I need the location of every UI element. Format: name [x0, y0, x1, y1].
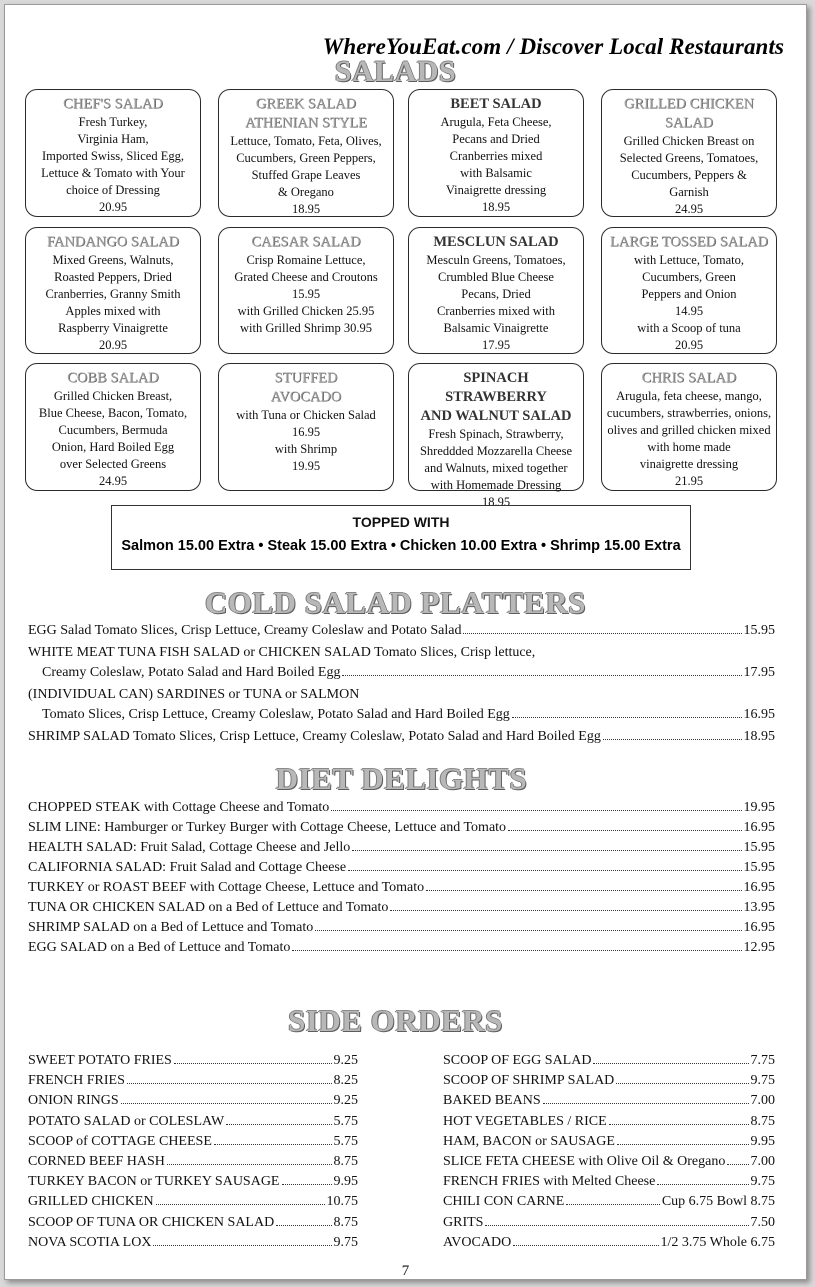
menu-item	[28, 727, 775, 747]
item-price: 16.95	[743, 820, 775, 835]
salad-description: Crisp Romaine Lettuce, Grated Cheese and Croutons 15.95 with Grilled Chicken 25.95 with Grilled Shrimp 30.95	[234, 253, 378, 335]
dot-leader	[156, 1193, 325, 1205]
item-price: 7.00	[750, 1154, 775, 1170]
dot-leader	[121, 1092, 332, 1104]
platter-entry	[28, 621, 775, 641]
item-name: FRENCH FRIES	[28, 1073, 125, 1089]
dot-leader	[315, 919, 741, 931]
dot-leader	[727, 1153, 748, 1165]
salad-description: with Tuna or Chicken Salad 16.95 with Shrimp	[236, 408, 376, 456]
menu-page	[4, 4, 807, 1280]
menu-item	[28, 898, 775, 918]
cold-platters-heading: COLD SALAD PLATTERS	[204, 585, 586, 620]
menu-item	[28, 938, 775, 958]
dot-leader	[390, 899, 741, 911]
menu-item	[28, 1213, 358, 1233]
menu-item	[443, 1233, 775, 1253]
dot-leader	[426, 879, 741, 891]
item-price: 19.95	[743, 800, 775, 815]
salad-price: 24.95	[98, 474, 128, 488]
item-price: 7.50	[750, 1214, 775, 1230]
salad-description: Fresh Turkey, Virginia Ham, Imported Swiss, Sliced Egg, Lettuce & Tomato with Your choice of Dressing	[41, 115, 185, 197]
menu-item	[443, 1071, 775, 1091]
salad-description: Fresh Spinach, Strawberry, Shreddded Mozzarella Cheese and Walnuts, mixed together with Homemade Dressing	[419, 427, 573, 492]
dot-leader	[276, 1214, 331, 1226]
site-banner: WhereYouEat.com / Discover Local Restaurants	[322, 34, 784, 59]
item-price: 9.95	[333, 1174, 358, 1190]
salad-description: Grilled Chicken Breast, Blue Cheese, Bacon, Tomato, Cucumbers, Bermuda Onion, Hard Boiled Egg over Selected Greens	[38, 389, 188, 471]
item-price: 8.75	[333, 1154, 358, 1170]
item-name: SHRIMP SALAD on a Bed of Lettuce and Tomato	[28, 920, 314, 935]
item-name: Tomato Slices, Crisp Lettuce, Creamy Coleslaw, Potato Salad and Hard Boiled Egg	[42, 707, 510, 722]
salad-box	[601, 89, 777, 217]
item-name: POTATO SALAD or COLESLAW	[28, 1113, 225, 1129]
item-price: 13.95	[743, 900, 775, 915]
item-name: SCOOP of COTTAGE CHEESE	[28, 1133, 212, 1149]
item-price: 10.75	[326, 1194, 358, 1210]
item-name: ONION RINGS	[28, 1093, 119, 1109]
salad-price: 20.95	[98, 338, 128, 352]
dot-leader	[174, 1052, 332, 1064]
dot-leader	[508, 819, 741, 831]
salad-price: 20.95	[98, 200, 128, 214]
salad-description: Arugula, Feta Cheese, Pecans and Dried Cranberries mixed with Balsamic Vinaigrette dressing	[440, 115, 552, 197]
dot-leader	[342, 664, 741, 676]
topped-with-title: TOPPED WITH	[352, 514, 450, 530]
dot-leader	[485, 1214, 748, 1226]
menu-item	[443, 1051, 775, 1071]
item-name: HAM, BACON or SAUSAGE	[443, 1133, 615, 1149]
salad-box	[218, 227, 394, 354]
salad-box	[601, 227, 777, 354]
menu-item	[28, 918, 775, 938]
menu-item	[443, 1112, 775, 1132]
salad-box	[218, 89, 394, 217]
platter-entry	[28, 643, 775, 683]
salad-description: Mixed Greens, Walnuts, Roasted Peppers, Dried Cranberries, Granny Smith Apples mixed with Raspberry Vinaigrette	[45, 253, 181, 335]
salad-name: FANDANGO SALAD	[46, 234, 180, 250]
dot-leader	[603, 728, 742, 740]
item-price: 15.95	[743, 623, 775, 638]
platter-heading: WHITE MEAT TUNA FISH SALAD or CHICKEN SALAD Tomato Slices, Crisp lettuce,	[28, 645, 536, 660]
item-price: 9.75	[750, 1073, 775, 1089]
item-price: 16.95	[743, 707, 775, 722]
item-name: TURKEY BACON or TURKEY SAUSAGE	[28, 1174, 280, 1190]
item-price: 12.95	[743, 940, 775, 955]
menu-item	[443, 1172, 775, 1192]
item-name: SLICE FETA CHEESE with Olive Oil & Oregano	[443, 1154, 726, 1170]
dot-leader	[352, 839, 741, 851]
salad-name: GRILLED CHICKEN SALAD	[623, 96, 755, 131]
salad-description: Grilled Chicken Breast on Selected Greens, Tomatoes, Cucumbers, Peppers & Garnish	[619, 134, 759, 199]
dot-leader	[127, 1072, 332, 1084]
salad-name: CAESAR SALAD	[251, 234, 361, 250]
item-price: 7.00	[750, 1093, 775, 1109]
menu-item	[28, 878, 775, 898]
item-name: BAKED BEANS	[443, 1093, 541, 1109]
salad-name: MESCLUN SALAD	[433, 234, 559, 250]
item-name: CALIFORNIA SALAD: Fruit Salad and Cottage Cheese	[28, 860, 347, 875]
menu-item	[443, 1132, 775, 1152]
item-name: TUNA OR CHICKEN SALAD on a Bed of Lettuce and Tomato	[28, 900, 389, 915]
diet-delights-list	[28, 798, 775, 958]
item-name: SCOOP OF SHRIMP SALAD	[443, 1073, 615, 1089]
item-name: HEALTH SALAD: Fruit Salad, Cottage Cheese and Jello	[28, 840, 351, 855]
item-name: HOT VEGETABLES / RICE	[443, 1113, 607, 1129]
item-price: 17.95	[743, 665, 775, 680]
salad-price: 19.95	[291, 459, 321, 473]
side-orders-heading: SIDE ORDERS	[288, 1003, 503, 1038]
dot-leader	[593, 1052, 748, 1064]
item-price: 9.75	[750, 1174, 775, 1190]
salad-name: LARGE TOSSED SALAD	[609, 234, 769, 250]
dot-leader	[463, 622, 741, 634]
salad-price: 17.95	[481, 338, 511, 352]
item-price: 18.95	[743, 729, 775, 744]
dot-leader	[153, 1234, 331, 1246]
salad-grid	[25, 89, 780, 509]
menu-item	[28, 663, 775, 683]
salad-description: with Lettuce, Tomato, Cucumbers, Green Peppers and Onion 14.95 with a Scoop of tuna	[634, 253, 744, 335]
platter-heading: (INDIVIDUAL CAN) SARDINES or TUNA or SALMON	[28, 687, 360, 702]
item-name: CHOPPED STEAK with Cottage Cheese and Tomato	[28, 800, 330, 815]
item-name: GRILLED CHICKEN	[28, 1194, 154, 1210]
menu-item	[28, 1172, 358, 1192]
dot-leader	[292, 939, 741, 951]
item-price: 5.75	[333, 1113, 358, 1129]
salad-price: 24.95	[674, 202, 704, 216]
item-price: 8.25	[333, 1073, 358, 1089]
item-price: 16.95	[743, 920, 775, 935]
item-name: TURKEY or ROAST BEEF with Cottage Cheese, Lettuce and Tomato	[28, 880, 425, 895]
item-price: 9.75	[333, 1234, 358, 1250]
item-name: SLIM LINE: Hamburger or Turkey Burger with Cottage Cheese, Lettuce and Tomato	[28, 820, 507, 835]
dot-leader	[616, 1072, 748, 1084]
item-price: 8.75	[333, 1214, 358, 1230]
salad-name: BEET SALAD	[450, 96, 542, 112]
dot-leader	[512, 706, 742, 718]
side-orders-right-column	[443, 1051, 775, 1253]
salad-box	[25, 227, 201, 354]
menu-item	[28, 858, 775, 878]
dot-leader	[609, 1113, 749, 1125]
item-price: 15.95	[743, 840, 775, 855]
menu-item	[28, 1112, 358, 1132]
dot-leader	[617, 1133, 749, 1145]
salad-description: Arugula, feta cheese, mango, cucumbers, strawberries, onions, olives and grilled chicken mixed with home made vinaigrette dressing	[606, 389, 772, 471]
salads-heading: SALADS	[334, 55, 457, 88]
salad-box	[408, 227, 584, 354]
menu-item	[28, 621, 775, 641]
dot-leader	[167, 1153, 332, 1165]
item-price: 7.75	[750, 1053, 775, 1068]
item-name: SWEET POTATO FRIES	[28, 1053, 172, 1068]
item-name: AVOCADO	[443, 1234, 512, 1250]
item-name: SHRIMP SALAD Tomato Slices, Crisp Lettuce, Creamy Coleslaw, Potato Salad and Hard Boiled Egg	[28, 729, 601, 744]
salad-box	[25, 89, 201, 217]
menu-item	[28, 838, 775, 858]
dot-leader	[214, 1133, 332, 1145]
salad-price: 18.95	[481, 495, 511, 509]
item-price: 8.75	[750, 1113, 775, 1129]
menu-item	[28, 798, 775, 818]
item-price: 9.25	[333, 1053, 358, 1068]
item-name: EGG Salad Tomato Slices, Crisp Lettuce, Creamy Coleslaw and Potato Salad	[28, 623, 462, 638]
item-price: 1/2 3.75 Whole 6.75	[660, 1234, 775, 1250]
item-price: 15.95	[743, 860, 775, 875]
salad-name: SPINACH STRAWBERRY AND WALNUT SALAD	[420, 370, 572, 424]
dot-leader	[282, 1173, 332, 1185]
menu-item	[28, 705, 775, 725]
dot-leader	[513, 1234, 658, 1246]
item-name: EGG SALAD on a Bed of Lettuce and Tomato	[28, 940, 291, 955]
item-name: CHILI CON CARNE	[443, 1194, 565, 1210]
salad-name: COBB SALAD	[67, 370, 159, 386]
salad-box	[408, 89, 584, 217]
menu-item	[443, 1213, 775, 1233]
item-name: Creamy Coleslaw, Potato Salad and Hard Boiled Egg	[42, 665, 341, 680]
salad-price: 18.95	[291, 202, 321, 216]
side-orders-left-column	[28, 1051, 358, 1253]
topped-with-box	[111, 505, 691, 570]
salad-box	[408, 363, 584, 509]
salad-description: Lettuce, Tomato, Feta, Olives, Cucumbers, Green Peppers, Stuffed Grape Leaves & Oregano	[230, 134, 382, 199]
salad-description: Mesculn Greens, Tomatoes, Crumbled Blue Cheese Pecans, Dried Cranberries mixed with Balsamic Vinaigrette	[426, 253, 566, 335]
salad-name: CHRIS SALAD	[641, 370, 737, 386]
item-name: CORNED BEEF HASH	[28, 1154, 165, 1170]
topped-with-items: Salmon 15.00 Extra • Steak 15.00 Extra • Chicken 10.00 Extra • Shrimp 15.00 Extra	[121, 538, 681, 554]
item-price: 5.75	[333, 1133, 358, 1149]
salad-name: STUFFED AVOCADO	[270, 370, 342, 405]
item-price: 9.25	[333, 1093, 358, 1109]
diet-delights-heading: DIET DELIGHTS	[275, 761, 528, 796]
platter-entry	[28, 685, 775, 725]
item-price: 9.95	[750, 1133, 775, 1149]
salad-price: 18.95	[481, 200, 511, 214]
dot-leader	[348, 859, 741, 871]
item-price: Cup 6.75 Bowl 8.75	[661, 1194, 775, 1210]
menu-item	[28, 1071, 358, 1091]
menu-item	[28, 1051, 358, 1071]
menu-item	[28, 818, 775, 838]
salad-box	[25, 363, 201, 491]
menu-item	[443, 1152, 775, 1172]
menu-item	[443, 1192, 775, 1212]
dot-leader	[566, 1193, 659, 1205]
item-name: SCOOP OF EGG SALAD	[443, 1053, 592, 1068]
item-name: NOVA SCOTIA LOX	[28, 1234, 152, 1250]
dot-leader	[226, 1113, 331, 1125]
salad-price: 20.95	[674, 338, 704, 352]
item-name: FRENCH FRIES with Melted Cheese	[443, 1174, 656, 1190]
page-number: 7	[401, 1263, 410, 1279]
dot-leader	[543, 1092, 749, 1104]
dot-leader	[657, 1173, 748, 1185]
item-price: 16.95	[743, 880, 775, 895]
cold-platters-list	[28, 621, 775, 749]
salad-name: CHEF'S SALAD	[63, 96, 163, 112]
menu-item	[28, 1192, 358, 1212]
menu-item	[443, 1091, 775, 1111]
item-name: GRITS	[443, 1214, 484, 1230]
item-name: SCOOP OF TUNA OR CHICKEN SALAD	[28, 1214, 275, 1230]
menu-item	[28, 1132, 358, 1152]
salad-name: GREEK SALAD ATHENIAN STYLE	[244, 96, 368, 131]
salad-price: 21.95	[674, 474, 704, 488]
menu-item	[28, 1091, 358, 1111]
menu-item	[28, 1233, 358, 1253]
dot-leader	[331, 799, 741, 811]
salad-box	[601, 363, 777, 491]
salad-box	[218, 363, 394, 491]
platter-entry	[28, 727, 775, 747]
menu-item	[28, 1152, 358, 1172]
